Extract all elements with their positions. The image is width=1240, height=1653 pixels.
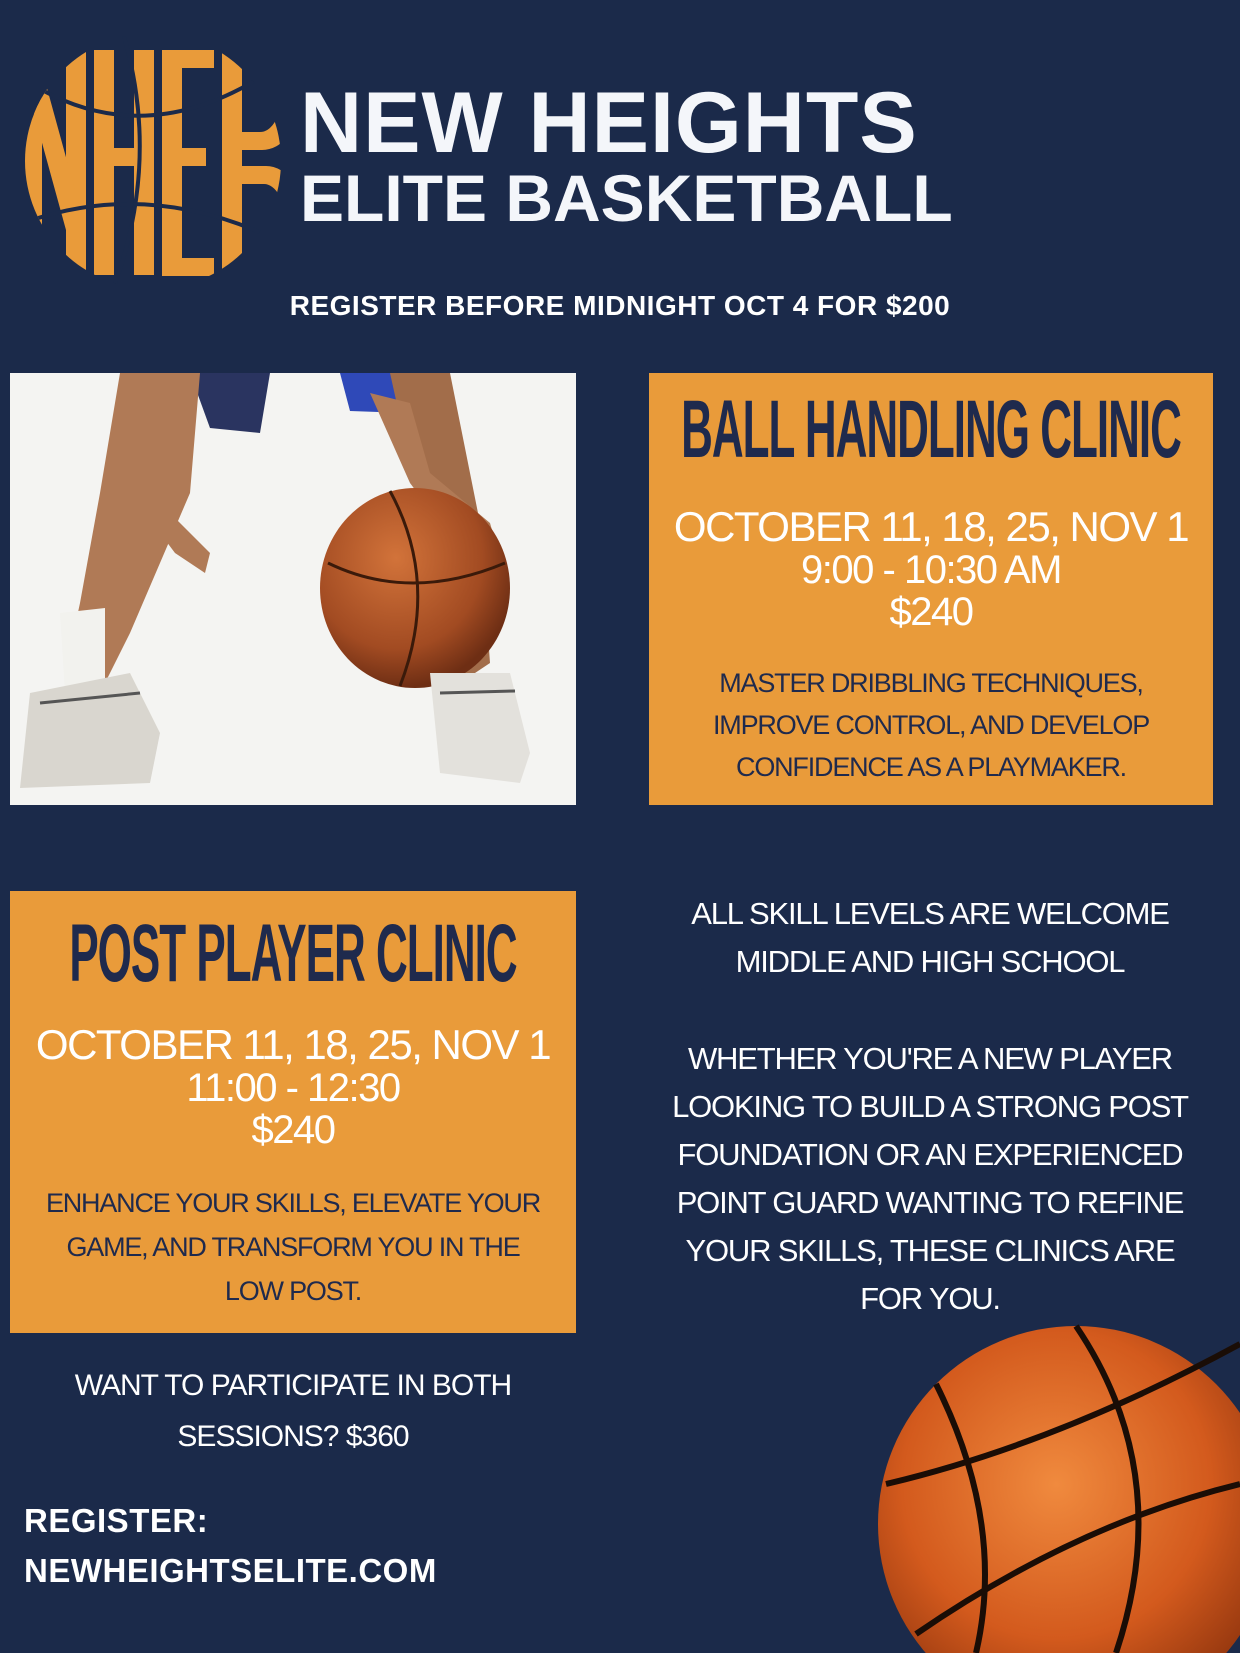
ball-handling-time: 9:00 - 10:30 AM (801, 548, 1061, 592)
ball-handling-dates: OCTOBER 11, 18, 25, NOV 1 (673, 503, 1189, 550)
both-sessions-line1: WANT TO PARTICIPATE IN BOTH (74, 1369, 512, 1402)
post-player-desc-line2: GAME, AND TRANSFORM YOU IN THE (66, 1232, 520, 1262)
both-sessions-offer (10, 1360, 576, 1462)
info-paragraph-line4: POINT GUARD WANTING TO REFINE (676, 1185, 1184, 1220)
post-player-clinic-title: POST PLAYER CLINIC (69, 909, 517, 1000)
ball-handling-desc-line3: CONFIDENCE AS A PLAYMAKER. (736, 752, 1126, 782)
school-levels-text: MIDDLE AND HIGH SCHOOL (735, 944, 1125, 979)
brand-name-line1: NEW HEIGHTS (300, 75, 918, 171)
brand-name-line2: ELITE BASKETBALL (300, 161, 953, 235)
info-paragraph-line6: FOR YOU. (860, 1281, 1000, 1316)
register-url[interactable]: NEWHEIGHTSELITE.COM (24, 1552, 437, 1589)
basketball-graphic (876, 1324, 1240, 1653)
post-player-desc-line1: ENHANCE YOUR SKILLS, ELEVATE YOUR (45, 1188, 541, 1218)
skill-levels-text: ALL SKILL LEVELS ARE WELCOME (691, 896, 1169, 931)
both-sessions-line2: SESSIONS? $360 (177, 1420, 409, 1453)
info-paragraph-line1: WHETHER YOU'RE A NEW PLAYER (688, 1041, 1172, 1076)
info-paragraph-line5: YOUR SKILLS, THESE CLINICS ARE (685, 1233, 1175, 1268)
post-player-desc-line3: LOW POST. (224, 1276, 362, 1306)
dribbling-player-photo (10, 373, 576, 805)
nheb-logo (22, 30, 284, 292)
register-label: REGISTER: (24, 1502, 209, 1539)
ball-handling-desc-line1: MASTER DRIBBLING TECHNIQUES, (719, 668, 1143, 698)
info-paragraph-line2: LOOKING TO BUILD A STRONG POST (672, 1089, 1188, 1124)
post-player-dates: OCTOBER 11, 18, 25, NOV 1 (35, 1021, 551, 1068)
post-player-time: 11:00 - 12:30 (186, 1066, 400, 1110)
info-paragraph-line3: FOUNDATION OR AN EXPERIENCED (677, 1137, 1183, 1172)
ball-handling-clinic-card (649, 373, 1213, 805)
ball-handling-clinic-title: BALL HANDLING CLINIC (681, 385, 1181, 476)
post-player-price: $240 (251, 1108, 335, 1152)
ball-handling-price: $240 (889, 590, 973, 634)
post-player-clinic-card (10, 891, 576, 1333)
ball-handling-desc-line2: IMPROVE CONTROL, AND DEVELOP (713, 710, 1149, 740)
early-registration-banner: REGISTER BEFORE MIDNIGHT OCT 4 FOR $200 (289, 290, 951, 321)
